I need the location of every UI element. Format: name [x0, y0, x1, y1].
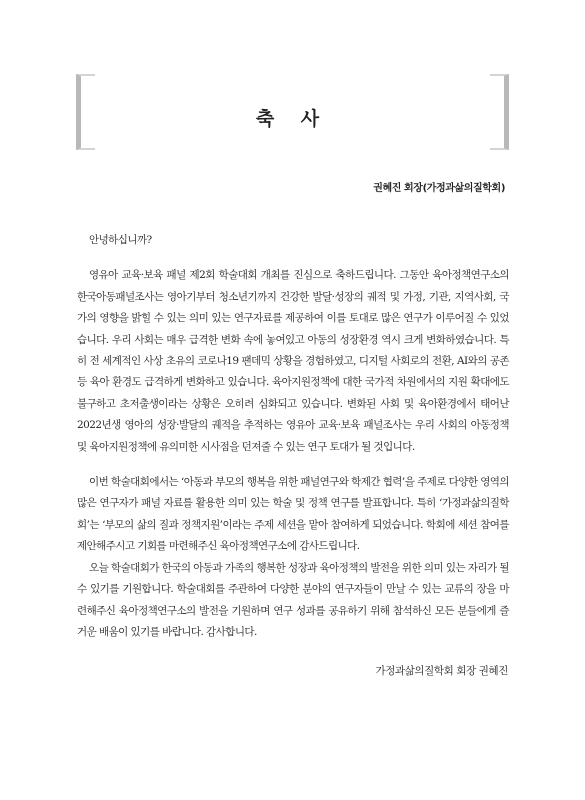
signature: 가정과삶의질학회 회장 권혜진 — [375, 665, 508, 677]
greeting: 안녕하십니까? — [89, 234, 152, 246]
paragraph-3: 오늘 학술대회가 한국의 아동과 가족의 행복한 성장과 육아정책의 발전을 위한 의미 있는 자리가 될 수 있기를 기원합니다. 학술대회를 주관하여 다양한 분야의 연구자들이 만날 수 있는 교류의 장을 마련해주신 육아정책연구소의 발전을 기원하며 연구 성과를 공유하기 위해 참석하신 모든 분들에게 즐거운 배움이 있기를 바랍니다. 감사합니다. — [77, 561, 509, 638]
author-byline: 권혜진 회장(가정과삶의질학회) — [373, 183, 505, 194]
page-title: 축 사 — [255, 108, 330, 130]
letter-body — [77, 230, 509, 643]
paragraph-2: 이번 학술대회에서는 ‘아동과 부모의 행복을 위한 패널연구와 학제간 협력’을 주제로 다양한 영역의 많은 연구자가 패널 자료를 활용한 의미 있는 학술 및 정책 연구를 발표합니다. 특히 ‘가정과삶의질학회’는 ‘부모의 삶의 질과 정책지원’이라는 주제 세션을 맡아 참여하게 되었습니다. 학회에 세션 참여를 제안해주시고 기회를 마련해주신 육아정책연구소에 감사드립니다. — [77, 476, 509, 553]
paragraph-1: 영유아 교육·보육 패널 제2회 학술대회 개최를 진심으로 축하드립니다. 그동안 육아정책연구소의 한국아동패널조사는 영아기부터 청소년기까지 건강한 발달·성장의 궤적 및 가정, 기관, 지역사회, 국가의 영향을 밝힐 수 있는 의미 있는 연구자료를 제공하여 이를 토대로 많은 연구가 이루어질 수 있었습니다. 우리 사회는 매우 급격한 변화 속에 놓여있고 아동의 성장환경 역시 크게 변화하였습니다. 특히 전 세계적인 사상 초유의 코로나19 팬데믹 상황을 경험하였고, 디지털 사회로의 전환, AI와의 공존 등 육아 환경도 급격하게 변화하고 있습니다. 육아지원정책에 대한 국가적 차원에서의 지원 확대에도 불구하고 초저출생이라는 상황은 오히려 심화되고 있습니다. 변화된 사회 및 육아환경에서 태어난 2022년생 영아의 성장·발달의 궤적을 추적하는 영유아 교육·보육 패널조사는 우리 사회의 아동정책 및 육아지원정책에 유의미한 시사점을 던져줄 수 있는 연구 토대가 될 것입니다. — [77, 269, 509, 453]
